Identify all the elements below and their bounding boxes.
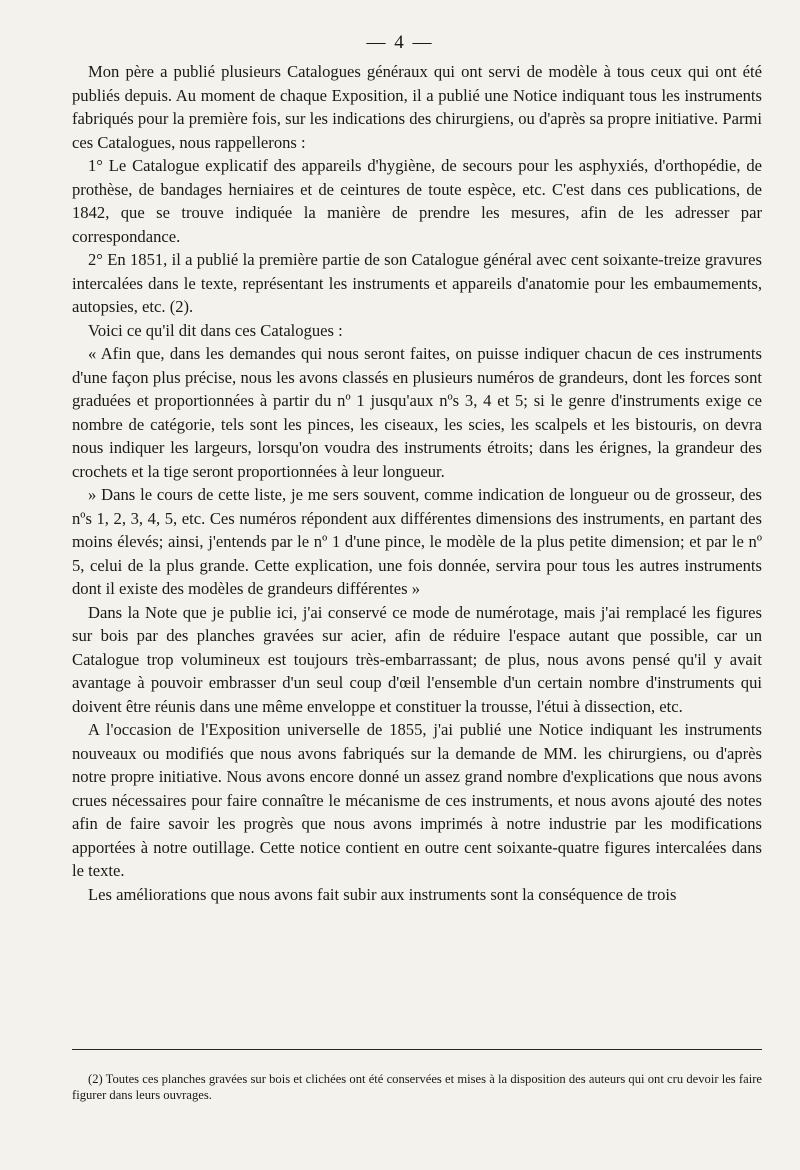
paragraph-item-2: 2° En 1851, il a publié la première partie de son Catalogue général avec cent soixante-treize gravures intercalées dans le texte, représentant les instruments et appareils d'anatomie pour les embaumements, autopsies, etc. (2).	[72, 250, 762, 316]
paragraph-note: Dans la Note que je publie ici, j'ai conservé ce mode de numérotage, mais j'ai remplacé les figures sur bois par des planches gravées sur acier, afin de réduire l'espace autant que possible, car un Catalogue trop volumineux est toujours très-embarrassant; de plus, nous avons pensé qu'il y avait avantage à pouvoir embrasser d'un seul coup d'œil l'ensemble d'un certain nombre d'instruments qui doivent être réunis dans une même enveloppe et constituer la trousse, l'étui à dissection, etc.	[72, 602, 762, 716]
paragraph-intro: Mon père a publié plusieurs Catalogues généraux qui ont servi de modèle à tous ceux qui ont été publiés depuis. Au moment de chaque Exposition, il a publié une Notice indiquant tous les instruments fabriqués pour la première fois, sur les indications des chirurgiens, ou d'après sa propre initiative. Parmi ces Catalogues, nous rappellerons :	[72, 62, 762, 152]
paragraph-quote-lead: Voici ce qu'il dit dans ces Catalogues :	[88, 320, 343, 340]
paragraph-ameliorations: Les améliorations que nous avons fait subir aux instruments sont la conséquence de trois	[88, 884, 677, 904]
paragraph-quote-1: « Afin que, dans les demandes qui nous seront faites, on puisse indiquer chacun de ces instruments d'une façon plus précise, nous les avons classés en plusieurs numéros de grandeurs, dont les forces sont graduées et proportionnées à partir du nº 1 jusqu'aux nºs 3, 4 et 5; si le genre d'instruments exige ce nombre de catégorie, tels sont les pinces, les ciseaux, les scies, les scalpels et les bistouris, on devra nous indiquer les largeurs, lorsqu'on voudra des instruments étroits; dans les érignes, la grandeur des crochets et la tige seront proportionnées à leur longueur.	[72, 344, 762, 481]
footnote-divider	[72, 1049, 762, 1050]
body-text	[72, 60, 762, 906]
page-number: — 4 —	[366, 32, 434, 53]
paragraph-exposition: A l'occasion de l'Exposition universelle de 1855, j'ai publié une Notice indiquant les instruments nouveaux ou modifiés que nous avons fabriqués sur la demande de MM. les chirurgiens, ou d'après notre propre initiative. Nous avons encore donné un assez grand nombre d'explications que nous avons crues nécessaires pour faire connaître le mécanisme de ces instruments, et nous avons ajouté des notes afin de faire savoir les progrès que nous avons imprimés à notre industrie par les modifications apportées à notre outillage. Cette notice contient en outre cent soixante-quatre figures intercalées dans le texte.	[72, 720, 762, 880]
footnote: (2) Toutes ces planches gravées sur bois et clichées ont été conservées et mises à la disposition des auteurs qui ont cru devoir les faire figurer dans leurs ouvrages.	[72, 1072, 762, 1102]
paragraph-item-1: 1° Le Catalogue explicatif des appareils d'hygiène, de secours pour les asphyxiés, d'orthopédie, de prothèse, de bandages herniaires et de ceintures de toute espèce, etc. C'est dans ces publications, de 1842, que se trouve indiquée la manière de prendre les mesures, afin de les adresser par correspondance.	[72, 156, 762, 246]
paragraph-quote-2: » Dans le cours de cette liste, je me sers souvent, comme indication de longueur ou de grosseur, des nºs 1, 2, 3, 4, 5, etc. Ces numéros répondent aux différentes dimensions des instruments, en partant des moins élevés; ainsi, j'entends par le nº 1 d'une pince, le modèle de la plus petite dimension; et par le nº 5, celui de la plus grande. Cette explication, une fois donnée, servira pour tous les autres instruments dont il existe des modèles de grandeurs différentes »	[72, 485, 762, 598]
